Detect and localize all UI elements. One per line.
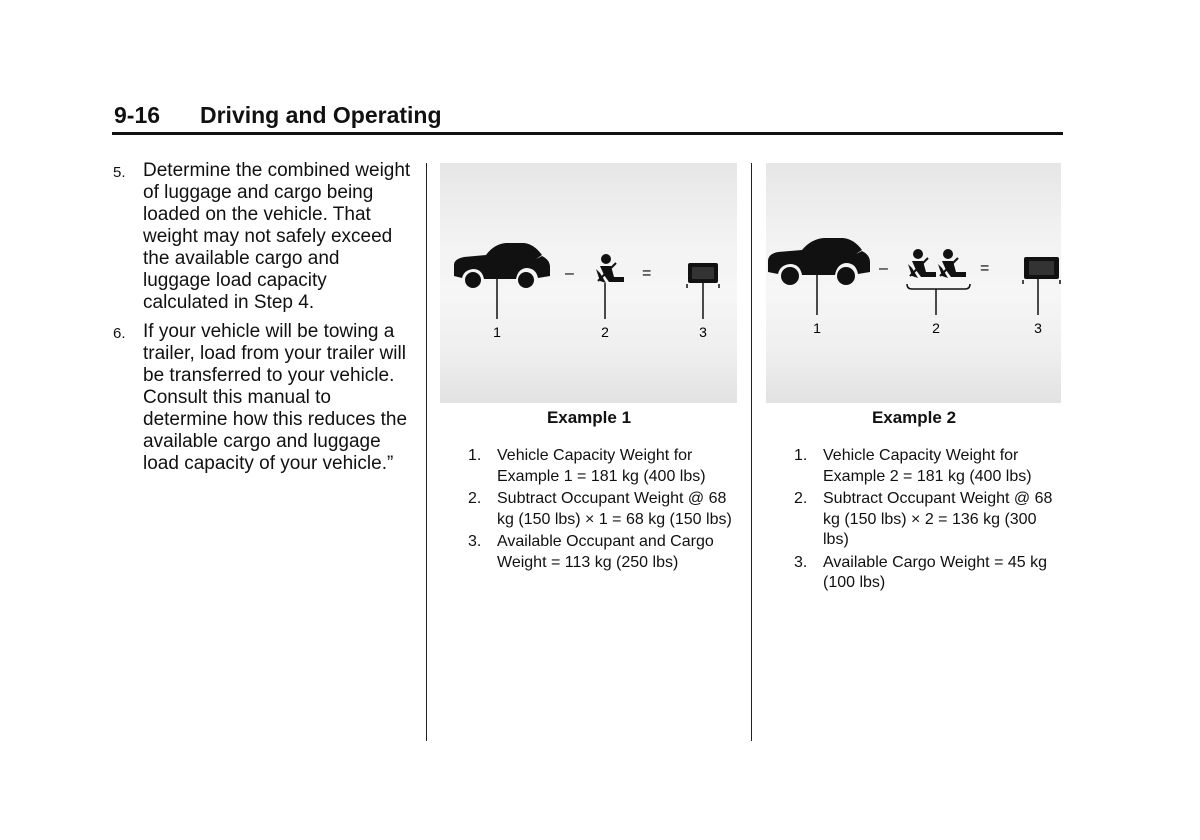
list-item	[468, 446, 738, 487]
example-caption: Example 2	[871, 408, 957, 427]
minus-sign: –	[879, 260, 888, 277]
callout-2: 2	[932, 320, 940, 336]
item-text: Vehicle Capacity Weight for Example 2 = 181 kg (400 lbs)	[823, 447, 1032, 485]
step-text: Determine the combined weight of luggage and cargo being loaded on the vehicle. That weight may not safely exceed the available cargo and luggage load capacity calculated in Step 4.	[143, 160, 411, 313]
example-2-list	[794, 446, 1062, 596]
item-number: 2.	[794, 490, 808, 507]
callout-1: 1	[813, 320, 821, 336]
callout-3: 3	[699, 324, 707, 340]
diagram-svg	[440, 163, 737, 403]
step-5	[112, 160, 412, 314]
item-number: 2.	[468, 490, 482, 507]
example-caption: Example 1	[546, 408, 632, 427]
list-item	[794, 553, 1062, 594]
example-1-list	[468, 446, 738, 575]
list-item	[468, 489, 738, 530]
callout-1: 1	[493, 324, 501, 340]
column-divider	[426, 163, 427, 741]
item-text: Subtract Occupant Weight @ 68 kg (150 lbs) × 2 = 136 kg (300 lbs)	[823, 490, 1053, 548]
page-number: 9-16	[114, 102, 161, 128]
item-number: 1.	[468, 447, 482, 464]
item-text: Available Occupant and Cargo Weight = 113 kg (250 lbs)	[497, 533, 714, 571]
item-number: 3.	[794, 553, 808, 571]
seated-occupant-icon	[596, 254, 624, 283]
car-icon	[768, 238, 870, 285]
group-bracket	[907, 284, 970, 289]
step-6	[112, 321, 412, 475]
seated-occupant-icon	[938, 249, 966, 278]
minus-sign: –	[565, 265, 574, 282]
procedure-steps	[112, 160, 412, 482]
step-text: If your vehicle will be towing a trailer, load from your trailer will be transferred to your vehicle. Consult this manual to determine how this reduces the available cargo and luggage load capacity of your vehicle.”	[143, 321, 408, 474]
callout-3: 3	[1034, 320, 1042, 336]
item-number: 3.	[468, 533, 482, 550]
car-icon	[454, 243, 550, 288]
list-item	[794, 489, 1062, 551]
cargo-box-icon	[1023, 257, 1060, 284]
step-number: 6.	[113, 325, 126, 342]
item-number: 1.	[794, 447, 808, 464]
callout-2: 2	[601, 324, 609, 340]
equals-sign: =	[642, 265, 652, 282]
list-item	[794, 446, 1062, 487]
page-header	[112, 100, 1063, 135]
diagram-svg	[766, 163, 1061, 403]
section-title: Driving and Operating	[200, 102, 442, 128]
column-divider	[751, 163, 752, 741]
equals-sign: =	[980, 260, 990, 277]
item-text: Vehicle Capacity Weight for Example 1 = 181 kg (400 lbs)	[497, 447, 706, 485]
example-2-diagram	[766, 163, 1061, 403]
list-item	[468, 532, 738, 573]
seated-occupant-icon	[908, 249, 936, 278]
step-number: 5.	[113, 164, 126, 181]
item-text: Subtract Occupant Weight @ 68 kg (150 lbs) × 1 = 68 kg (150 lbs)	[497, 490, 732, 528]
example-1-diagram	[440, 163, 737, 403]
item-text: Available Cargo Weight = 45 kg (100 lbs)	[823, 553, 1047, 591]
